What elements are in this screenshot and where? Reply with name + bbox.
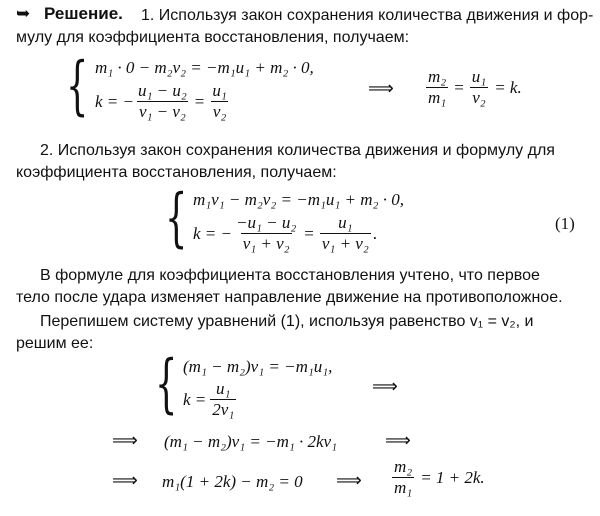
system1-fraction-1 bbox=[136, 82, 189, 121]
fraction-numerator: u₁ bbox=[338, 213, 353, 232]
para3-line2: тело после удара изменяет направление движение на противоположное. bbox=[16, 289, 563, 306]
fraction-denominator: v₂ bbox=[472, 88, 486, 107]
final-tail: = 1 + 2k. bbox=[420, 467, 485, 487]
fraction-denominator: v₁ − v₂ bbox=[138, 102, 186, 121]
final-result bbox=[390, 458, 485, 497]
mass-ratio-fraction bbox=[392, 458, 414, 497]
fraction-denominator: v₂ bbox=[212, 102, 227, 121]
system2-k-lhs: k = − bbox=[193, 223, 232, 243]
implies-arrow: ⟹ bbox=[385, 430, 410, 451]
system2-end: . bbox=[372, 223, 377, 243]
system2-fraction-2 bbox=[320, 214, 371, 253]
para1-line2: мулу для коэффициента восстановления, получаем: bbox=[16, 29, 410, 46]
result-eq-sign: = bbox=[454, 77, 464, 97]
system2-eq-sign: = bbox=[304, 223, 314, 243]
result-tail: = k. bbox=[494, 77, 522, 97]
solution-label: Решение. bbox=[44, 4, 123, 23]
fraction-numerator: u₁ − u₂ bbox=[138, 81, 187, 100]
fraction-denominator: m₁ bbox=[394, 478, 413, 497]
system1-eq1: m₁ · 0 − m₂v₂ = −m₁u₁ + m₂ · 0, bbox=[95, 58, 314, 77]
system2-eq1: m₁v₁ − m₂v₂ = −m₁u₁ + m₂ · 0, bbox=[193, 190, 404, 209]
fraction-numerator: u₁ bbox=[216, 379, 231, 398]
derivation-line-a: (m₁ − m₂)v₁ = −m₁ · 2kv₁ bbox=[164, 432, 338, 451]
system3-eq2 bbox=[183, 380, 238, 419]
fraction-numerator: m₂ bbox=[428, 67, 447, 86]
mass-ratio-fraction bbox=[426, 68, 448, 107]
solution-marker-icon: ➥ bbox=[16, 4, 31, 24]
system3-fraction bbox=[210, 380, 236, 419]
implies-arrow: ⟹ bbox=[112, 430, 137, 451]
para3-line1: В формуле для коэффициента восстановления учтено, что первое bbox=[40, 267, 540, 284]
equation-label: (1) bbox=[555, 214, 575, 233]
system1-eq2 bbox=[95, 82, 231, 121]
para4-line1: Перепишем систему уравнений (1), используя равенство v₁ = v₂, и bbox=[40, 313, 534, 330]
system1-result bbox=[424, 68, 522, 107]
system1-fraction-2 bbox=[210, 82, 228, 121]
system2-eq2 bbox=[193, 214, 377, 253]
para2-line1: 2. Используя закон сохранения количества движения и формулу для bbox=[40, 142, 555, 159]
fraction-denominator: v₁ + v₂ bbox=[321, 234, 369, 253]
system1-eq-sign: = bbox=[194, 91, 205, 111]
derivation-line-b: m₁(1 + 2k) − m₂ = 0 bbox=[162, 472, 303, 491]
fraction-numerator: u₁ bbox=[212, 81, 227, 100]
fraction-denominator: m₁ bbox=[428, 88, 447, 107]
para4-line2: решим ее: bbox=[16, 335, 94, 352]
fraction-denominator: 2v₁ bbox=[212, 400, 235, 419]
fraction-denominator: v₁ + v₂ bbox=[242, 234, 290, 253]
system3-eq1: (m₁ − m₂)v₁ = −m₁u₁, bbox=[183, 357, 333, 376]
fraction-numerator: −u₁ − u₂ bbox=[236, 213, 297, 232]
system1-brace: { bbox=[66, 49, 89, 123]
system2-fraction-1 bbox=[234, 214, 298, 253]
system3-brace: { bbox=[155, 347, 178, 421]
system2-brace: { bbox=[165, 181, 188, 255]
system3-k-lhs: k = bbox=[183, 389, 207, 409]
implies-arrow: ⟹ bbox=[372, 376, 397, 397]
implies-arrow: ⟹ bbox=[336, 470, 361, 491]
system1-k-lhs: k = − bbox=[95, 91, 134, 111]
para1-line1: 1. Используя закон сохранения количества движения и фор- bbox=[141, 7, 594, 24]
implies-arrow: ⟹ bbox=[368, 78, 393, 99]
implies-arrow: ⟹ bbox=[112, 470, 137, 491]
para2-line2: коэффициента восстановления, получаем: bbox=[16, 164, 337, 181]
fraction-numerator: u₁ bbox=[471, 67, 487, 86]
velocity-ratio-fraction bbox=[470, 68, 488, 107]
fraction-numerator: m₂ bbox=[394, 457, 413, 476]
